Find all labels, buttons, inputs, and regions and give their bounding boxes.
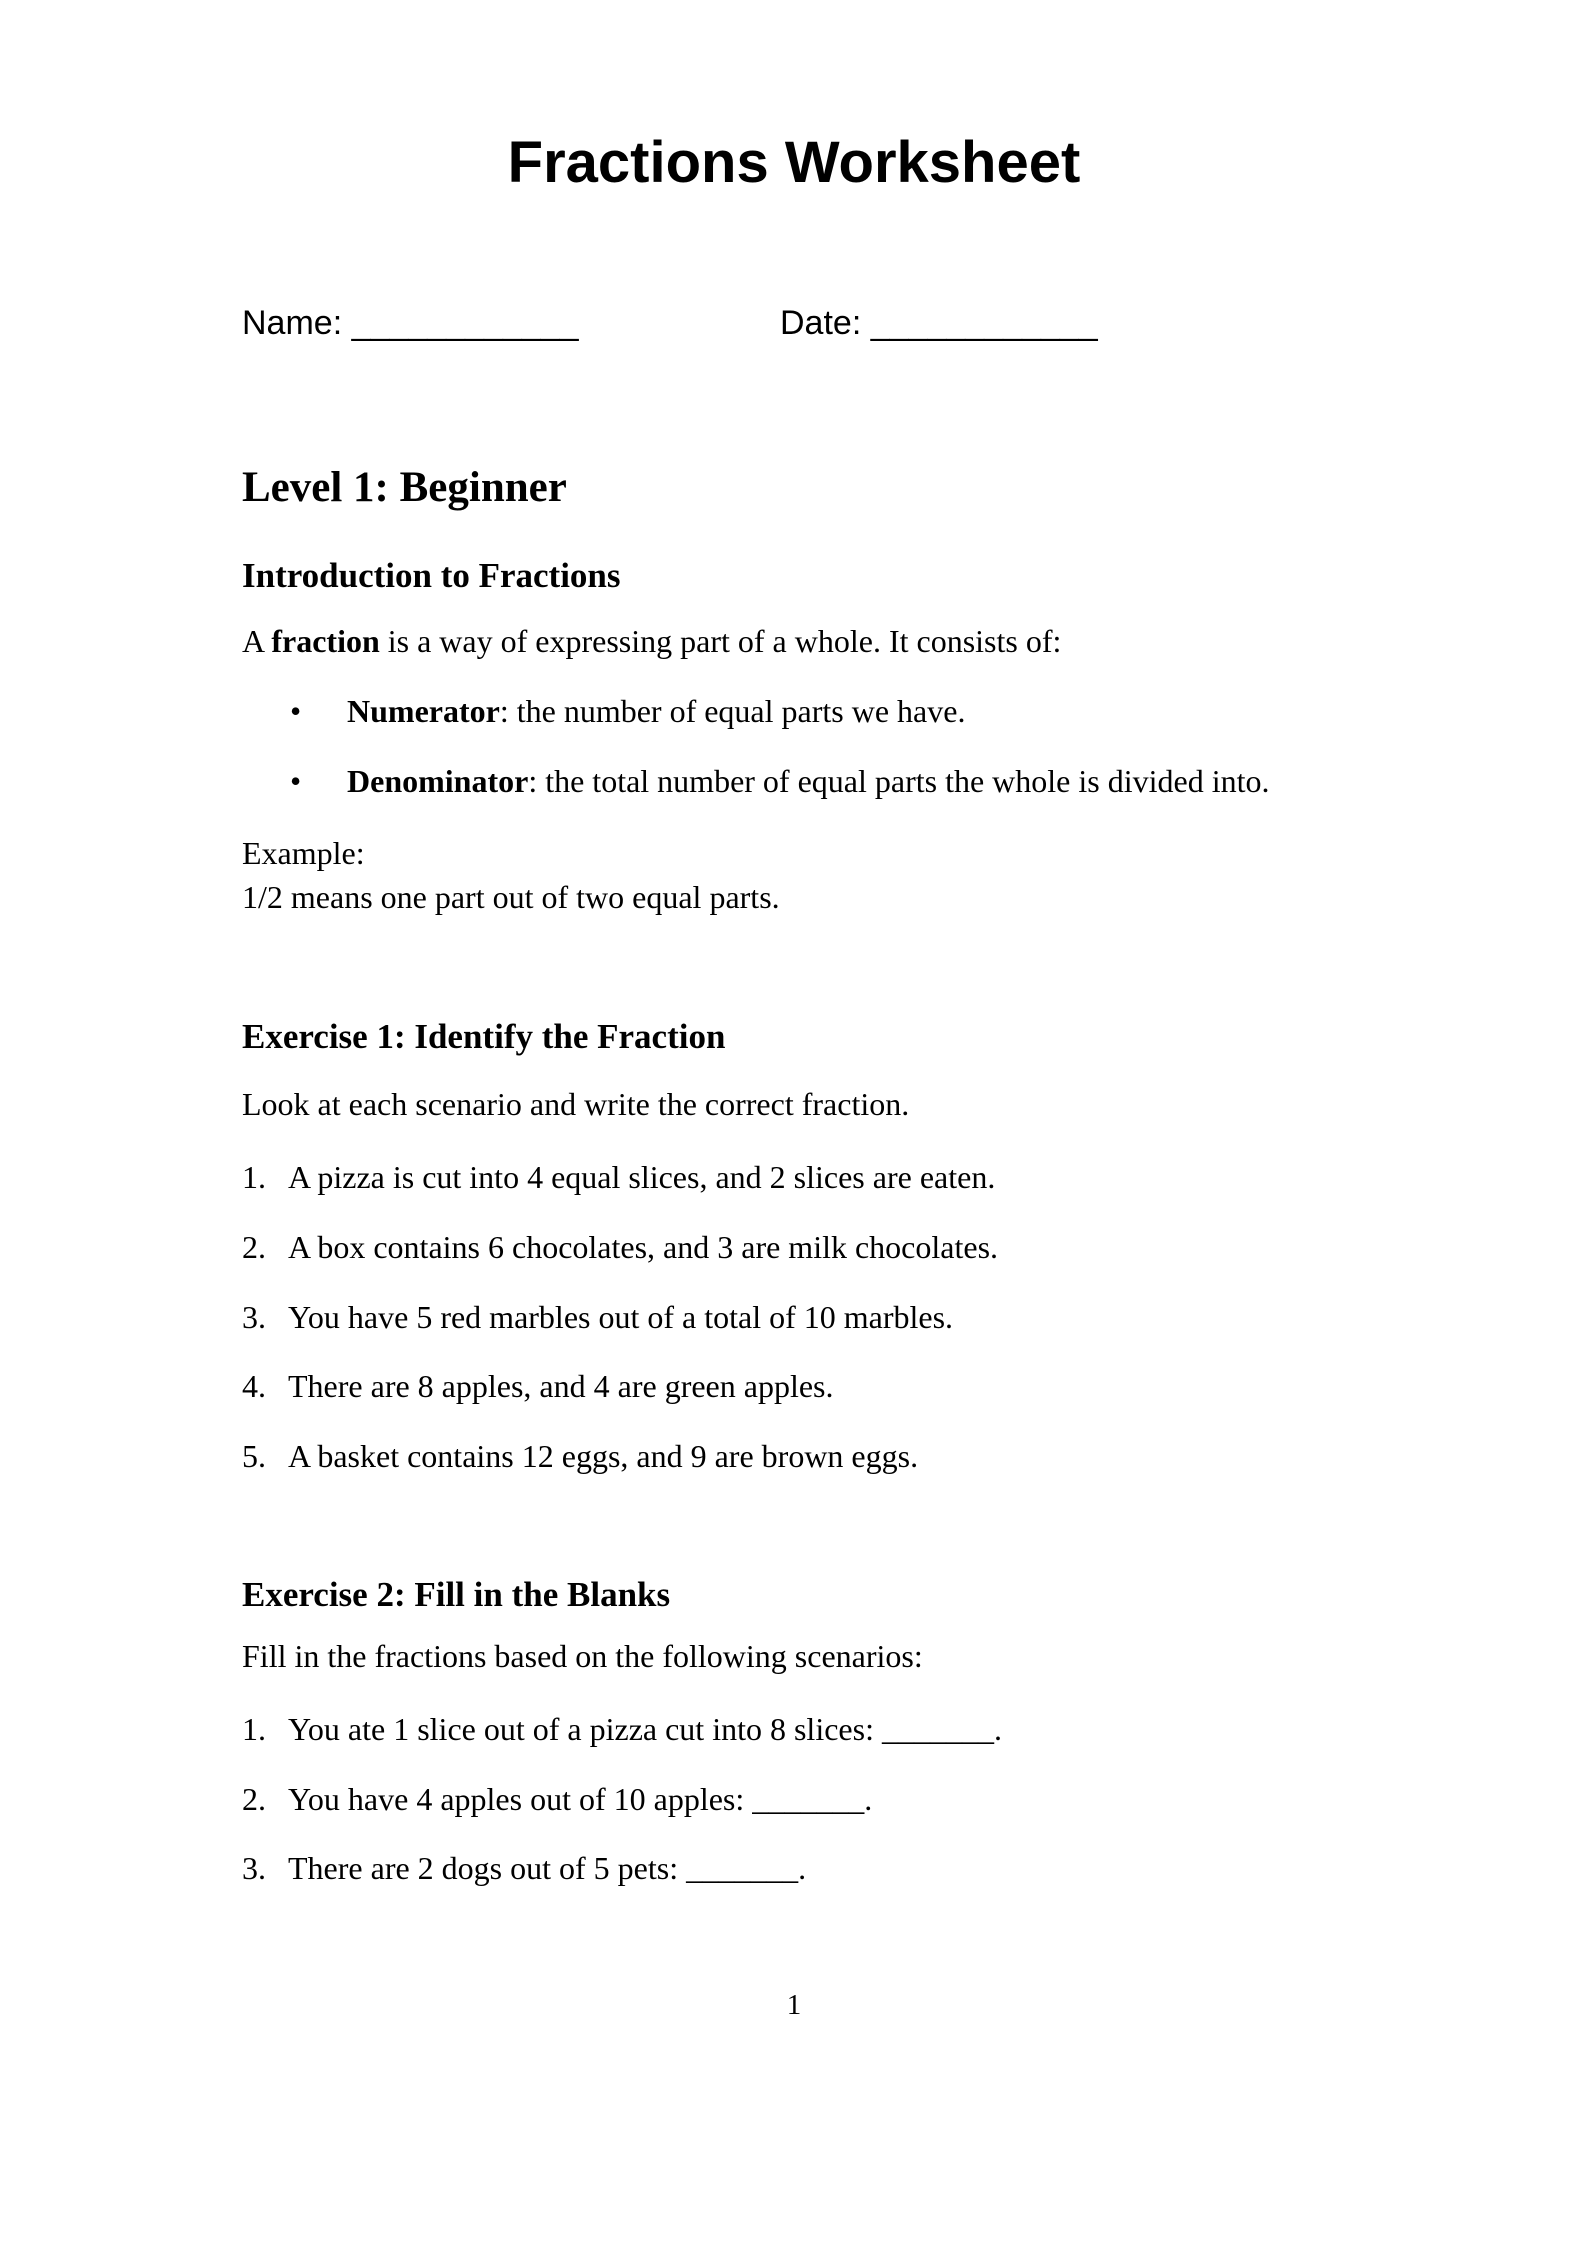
bullet-definition: : the number of equal parts we have. bbox=[499, 692, 966, 729]
list-item-text: You have 4 apples out of 10 apples: _______. bbox=[288, 1780, 873, 1817]
bullet-text bbox=[347, 689, 965, 734]
list-item-text: A box contains 6 chocolates, and 3 are milk chocolates. bbox=[288, 1228, 999, 1265]
date-label: Date: bbox=[780, 303, 871, 342]
bullet-item-denominator bbox=[242, 759, 1346, 804]
exercise-1-list bbox=[242, 1155, 1346, 1479]
exercise-1-heading: Exercise 1: Identify the Fraction bbox=[242, 1017, 726, 1057]
intro-heading: Introduction to Fractions bbox=[242, 556, 621, 596]
intro-lead-prefix: A bbox=[242, 623, 272, 660]
intro-lead-suffix: is a way of expressing part of a whole. It consists of: bbox=[379, 623, 1062, 660]
list-item-number: 2. bbox=[242, 1780, 266, 1817]
list-item-text: A pizza is cut into 4 equal slices, and 2 slices are eaten. bbox=[288, 1158, 996, 1195]
list-item bbox=[242, 1225, 1346, 1270]
list-item bbox=[242, 1707, 1346, 1752]
list-item bbox=[242, 1155, 1346, 1200]
exercise-2-instruction: Fill in the fractions based on the following scenarios: bbox=[242, 1637, 923, 1674]
list-item bbox=[242, 1777, 1346, 1822]
date-field bbox=[780, 298, 1098, 348]
bullet-icon: • bbox=[290, 692, 302, 729]
example-label: Example: bbox=[242, 834, 365, 871]
page-number: 1 bbox=[786, 1989, 802, 2021]
bullet-item-numerator bbox=[242, 689, 1346, 734]
example-paragraph bbox=[242, 831, 1346, 921]
list-item-number: 3. bbox=[242, 1298, 266, 1335]
page-title: Fractions Worksheet bbox=[507, 130, 1081, 195]
level-1-heading: Level 1: Beginner bbox=[242, 463, 567, 511]
list-item bbox=[242, 1364, 1346, 1409]
list-item-number: 1. bbox=[242, 1710, 266, 1747]
name-label: Name: bbox=[242, 303, 352, 342]
list-item bbox=[242, 1846, 1346, 1891]
list-item-number: 1. bbox=[242, 1158, 266, 1195]
bullet-term: Denominator bbox=[347, 762, 529, 799]
list-item-text: There are 2 dogs out of 5 pets: _______. bbox=[288, 1850, 807, 1887]
list-item-text: You have 5 red marbles out of a total of 10 marbles. bbox=[288, 1298, 954, 1335]
list-item-text: You ate 1 slice out of a pizza cut into 8 slices: _______. bbox=[288, 1710, 1002, 1747]
list-item-text: There are 8 apples, and 4 are green apples. bbox=[288, 1368, 834, 1405]
list-item-number: 2. bbox=[242, 1228, 266, 1265]
definition-bullet-list bbox=[242, 689, 1346, 804]
list-item-number: 5. bbox=[242, 1438, 266, 1475]
bullet-term: Numerator bbox=[347, 692, 500, 729]
name-field bbox=[242, 298, 579, 348]
bullet-definition: : the total number of equal parts the whole is divided into. bbox=[528, 762, 1270, 799]
intro-lead-term: fraction bbox=[271, 623, 380, 660]
page-content bbox=[242, 0, 1346, 1891]
date-blank-line: ____________ bbox=[870, 303, 1098, 342]
list-item bbox=[242, 1295, 1346, 1340]
intro-lead-paragraph bbox=[242, 619, 1346, 664]
list-item-number: 4. bbox=[242, 1368, 266, 1405]
list-item-text: A basket contains 12 eggs, and 9 are brown eggs. bbox=[288, 1438, 919, 1475]
example-text: 1/2 means one part out of two equal parts. bbox=[242, 879, 780, 916]
list-item-number: 3. bbox=[242, 1850, 266, 1887]
exercise-2-heading: Exercise 2: Fill in the Blanks bbox=[242, 1574, 671, 1614]
bullet-icon: • bbox=[290, 762, 302, 799]
list-item bbox=[242, 1434, 1346, 1479]
exercise-2-list bbox=[242, 1707, 1346, 1891]
bullet-text bbox=[347, 759, 1269, 804]
header-fields bbox=[242, 298, 1346, 348]
name-blank-line: ____________ bbox=[351, 303, 579, 342]
exercise-1-instruction: Look at each scenario and write the correct fraction. bbox=[242, 1086, 910, 1123]
